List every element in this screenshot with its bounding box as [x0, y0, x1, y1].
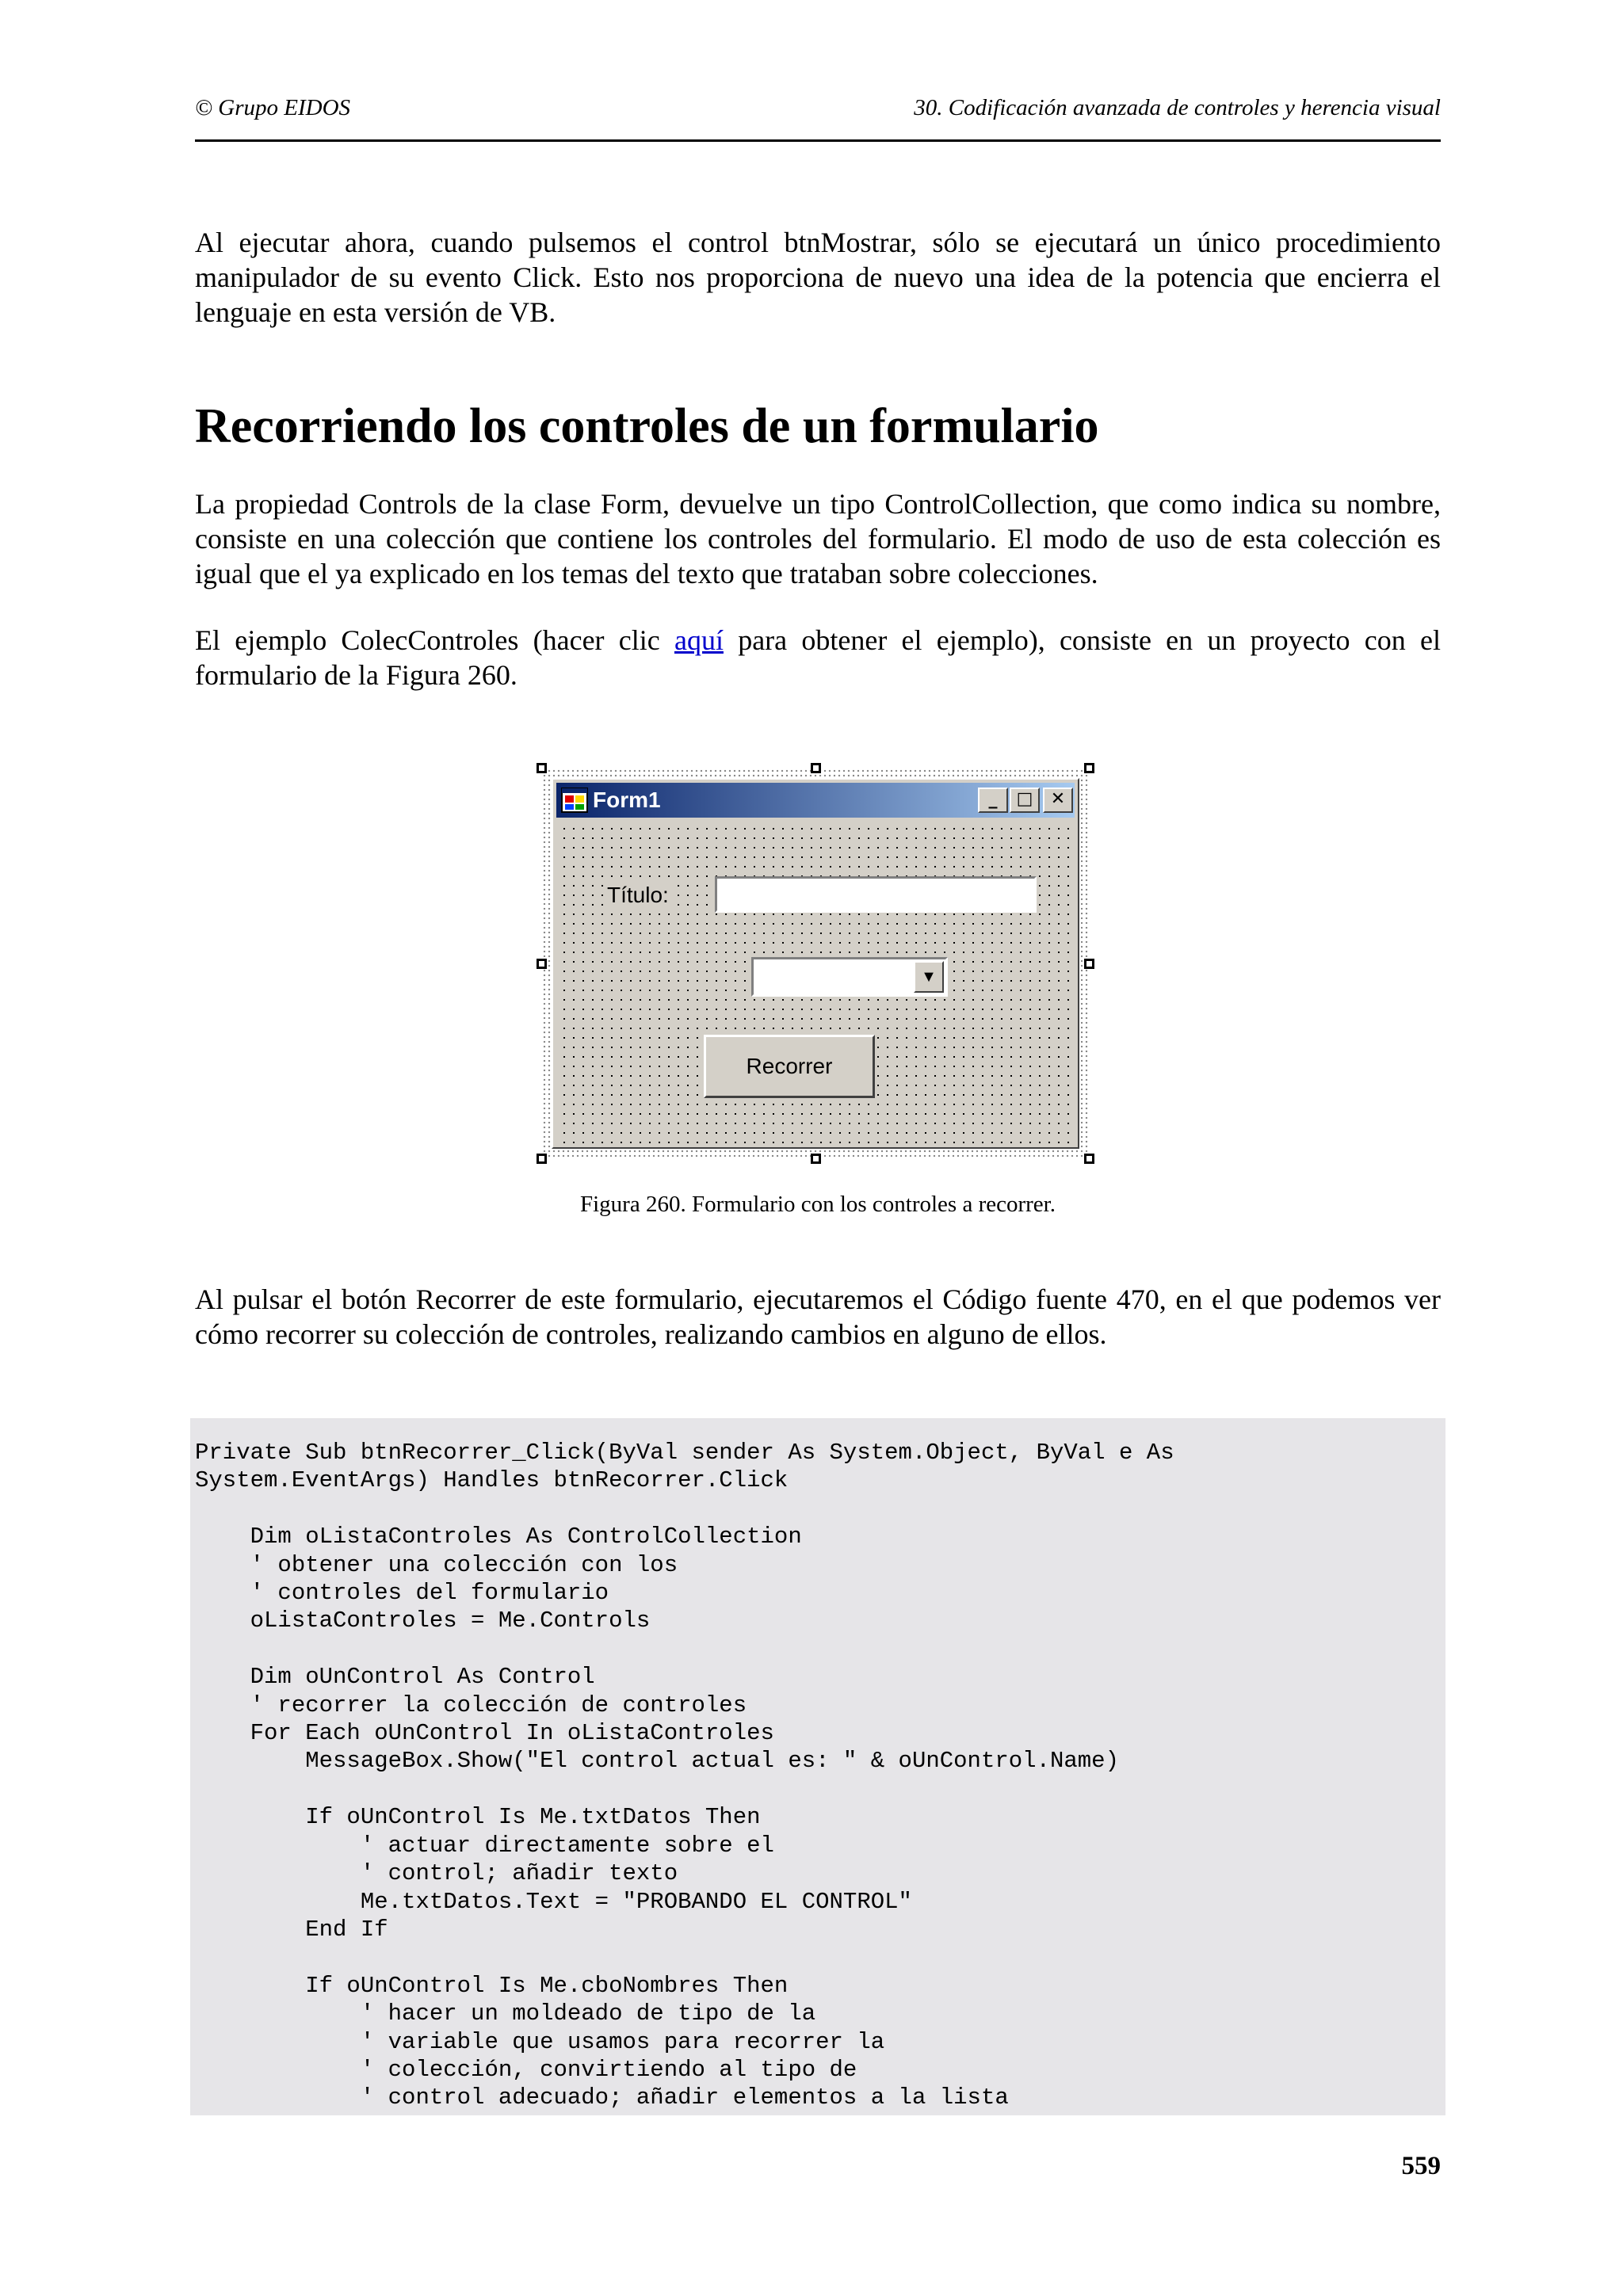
- form-app-icon: [561, 788, 588, 813]
- code-listing: [190, 1418, 1445, 2115]
- form1-client-area: [556, 821, 1075, 1144]
- resize-handle-right[interactable]: [1084, 959, 1094, 969]
- paragraph-after-figure: Al pulsar el botón Recorrer de este formulario, ejecutaremos el Código fuente 470, en el que podemos ver cómo recorrer su colección de controles, realizando cambios en alguno de ellos.: [195, 1283, 1441, 1350]
- intro-paragraph: Al ejecutar ahora, cuando pulsemos el control btnMostrar, sólo se ejecutará un único procedimiento manipulador de su evento Click. Esto nos proporciona de nuevo una idea de la potencia que encierra el lenguaje en esta versión de VB.: [195, 227, 1441, 328]
- minimize-button[interactable]: _: [978, 788, 1008, 813]
- example-download-link[interactable]: aquí: [674, 624, 724, 656]
- chevron-down-icon[interactable]: ▼: [914, 961, 944, 993]
- example-text-after: para obtener el ejemplo), consiste en un proyecto con el formulario de la Figura 260.: [195, 624, 1441, 691]
- titulo-label: Título:: [604, 883, 672, 908]
- maximize-button[interactable]: □: [1010, 788, 1040, 813]
- paragraph-controls: La propiedad Controls de la clase Form, devuelve un tipo ControlCollection, que como indica su nombre, consiste en una colección que contiene los controles del formulario. El modo de uso de esta colección es igual que el ya explicado en los temas del texto que trataban sobre colecciones.: [195, 488, 1441, 589]
- code-text: Private Sub btnRecorrer_Click(ByVal sender As System.Object, ByVal e As System.EventArgs) Handles btnRecorrer.Click Dim oListaControles As ControlCollection ' obtener una colección con los ' controles del formulario oListaControles = Me.Controls Dim oUnControl As Control ' recorrer la colección de controles For Each oUnControl In oListaControles MessageBox.Show("El control actual es: " & oUnControl.Name) If oUnControl Is Me.txtDatos Then ' actuar directamente sobre el ' control; añadir texto Me.txtDatos.Text = "PROBANDO EL CONTROL" End If If oUnControl Is Me.cboNombres Then ' hacer un moldeado de tipo de la ' variable que usamos para recorrer la ' colección, convirtiendo al tipo de ' control adecuado; añadir elementos a la lista: [195, 1440, 1174, 2111]
- form1-titlebar[interactable]: [556, 783, 1075, 818]
- titulo-textbox[interactable]: [715, 876, 1037, 913]
- example-text-before: El ejemplo ColecControles (hacer clic: [195, 624, 674, 656]
- figure-caption: Figura 260. Formulario con los controles a recorrer.: [580, 1192, 1056, 1217]
- page-number: 559: [1401, 2152, 1441, 2180]
- paragraph-example: [195, 623, 1441, 692]
- recorrer-button[interactable]: Recorrer: [704, 1035, 875, 1098]
- close-button[interactable]: ✕: [1043, 788, 1073, 813]
- section-title: Recorriendo los controles de un formulario: [195, 399, 1099, 453]
- figure-form-designer: [534, 761, 1097, 1166]
- form1-window: [552, 778, 1079, 1149]
- resize-handle-left[interactable]: [537, 959, 547, 969]
- names-combobox[interactable]: [751, 957, 948, 997]
- resize-handle-top-right[interactable]: [1084, 763, 1094, 773]
- page-header: [195, 95, 1441, 142]
- resize-handle-bottom[interactable]: [811, 1154, 821, 1164]
- header-chapter-title: 30. Codificación avanzada de controles y herencia visual: [914, 95, 1441, 120]
- header-publisher: © Grupo EIDOS: [195, 95, 351, 120]
- resize-handle-bottom-left[interactable]: [537, 1154, 547, 1164]
- resize-handle-bottom-right[interactable]: [1084, 1154, 1094, 1164]
- resize-handle-top[interactable]: [811, 763, 821, 773]
- form1-title: Form1: [593, 788, 661, 812]
- resize-handle-top-left[interactable]: [537, 763, 547, 773]
